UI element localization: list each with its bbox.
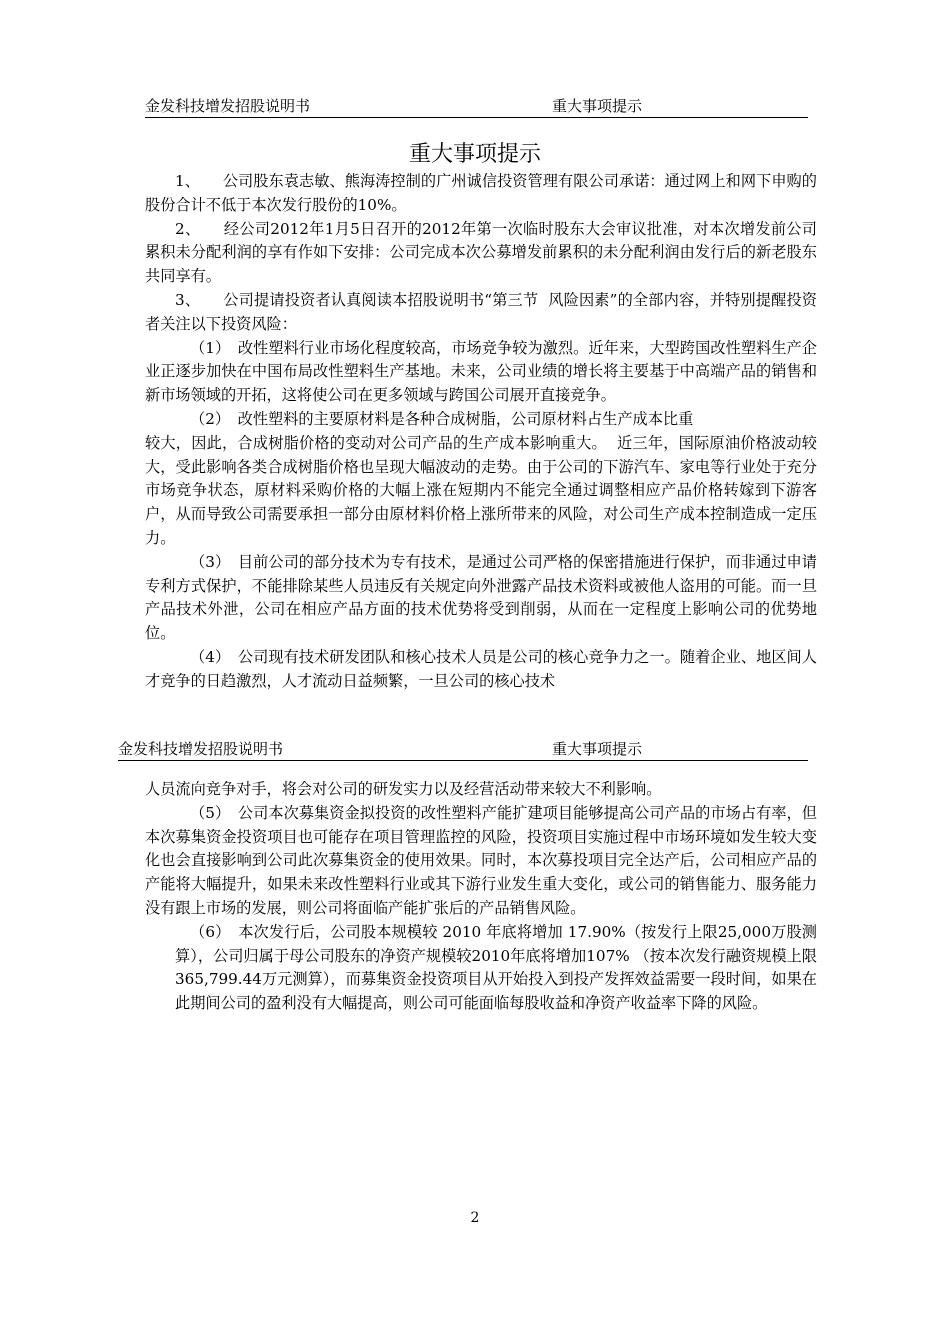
risk-item-2: （2） 改性塑料的主要原材料是各种合成树脂，公司原材料占生产成本比重 [190, 409, 694, 428]
risk-item-4: （4） 公司现有技术研发团队和核心技术人员是公司的核心竞争力之一。随着企业、地区间人才竞争的日趋激烈，人才流动日益频繁，一旦公司的核心技术 [145, 647, 817, 690]
paragraph-2: 2、 经公司2012年1月5日召开的2012年第一次临时股东大会审议批准，对本次增发前公司累积未分配利润的享有作如下安排：公司完成本次公募增发前累积的未分配利润由发行后的新老股东共同享有。 [145, 219, 817, 286]
risk-item-5: （5） 公司本次募集资金拟投资的改性塑料产能扩建项目能够提高公司产品的市场占有率，但本次募集资金投资项目也可能存在项目管理监控的风险，投资项目实施过程中市场环境如发生较大变化也会直接影响到公司此次募集资金的使用效果。同时，本次募投项目完全达产后，公司相应产品的产能将大幅提升，如果未来改性塑料行业或其下游行业发生重大变化，或公司的销售能力、服务能力没有跟上市场的发展，则公司将面临产能扩张后的产品销售风险。 [145, 803, 817, 917]
risk-item-1: （1） 改性塑料行业市场化程度较高，市场竞争较为激烈。近年来，大型跨国改性塑料生产企业正逐步加快在中国布局改性塑料生产基地。未来，公司业绩的增长将主要基于中高端产品的销售和新市场领域的开拓，这将使公司在更多领域与跨国公司展开直接竞争。 [145, 338, 817, 405]
page-header-repeat [118, 739, 808, 761]
page-header [145, 96, 808, 118]
risk-item-3: （3） 目前公司的部分技术为专有技术，是通过公司严格的保密措施进行保护，而非通过申请专利方式保护，不能排除某些人员违反有关规定向外泄露产品技术资料或被他人盗用的可能。而一旦产品技术外泄，公司在相应产品方面的技术优势将受到削弱，从而在一定程度上影响公司的优势地位。 [145, 552, 817, 643]
risk-item-6: （6） 本次发行后，公司股本规模较 2010 年底将增加 17.90%（按发行上限25,000万股测算），公司归属于母公司股东的净资产规模较2010年底将增加107% （按本次发行融资规模上限365,799.44万元测算），而募集资金投资项目从开始投入到投产发挥效益需要一段时间，如果在此期间公司的盈利没有大幅提高，则公司可能面临每股收益和净资产收益率下降的风险。 [175, 922, 817, 1013]
body-text-lower [145, 778, 817, 1016]
header-section-title: 重大事项提示 [552, 97, 643, 115]
body-text-upper [145, 170, 817, 694]
page-number: 2 [470, 1210, 480, 1226]
header-section-title: 重大事项提示 [552, 740, 643, 758]
paragraph-1: 1、 公司股东袁志敏、熊海涛控制的广州诚信投资管理有限公司承诺：通过网上和网下申购的股份合计不低于本次发行股份的10%。 [145, 172, 817, 214]
header-doc-title: 金发科技增发招股说明书 [118, 740, 284, 758]
paragraph-3: 3、 公司提请投资者认真阅读本招股说明书“第三节 风险因素”的全部内容，并特别提醒投资者关注以下投资风险： [145, 290, 817, 333]
header-doc-title: 金发科技增发招股说明书 [145, 97, 311, 115]
risk-item-2-continued: 较大，因此，合成树脂价格的变动对公司产品的生产成本影响重大。 近三年，国际原油价格波动较大，受此影响各类合成树脂价格也呈现大幅波动的走势。由于公司的下游汽车、家电等行业处于充分市场竞争状态，原材料采购价格的大幅上涨在短期内不能完全通过调整相应产品价格转嫁到下游客户，从而导致公司需要承担一部分由原材料价格上涨所带来的风险，对公司生产成本控制造成一定压力。 [145, 433, 817, 547]
section-title: 重大事项提示 [408, 142, 541, 167]
risk-item-4-continued: 人员流向竞争对手，将会对公司的研发实力以及经营活动带来较大不利影响。 [145, 780, 662, 798]
